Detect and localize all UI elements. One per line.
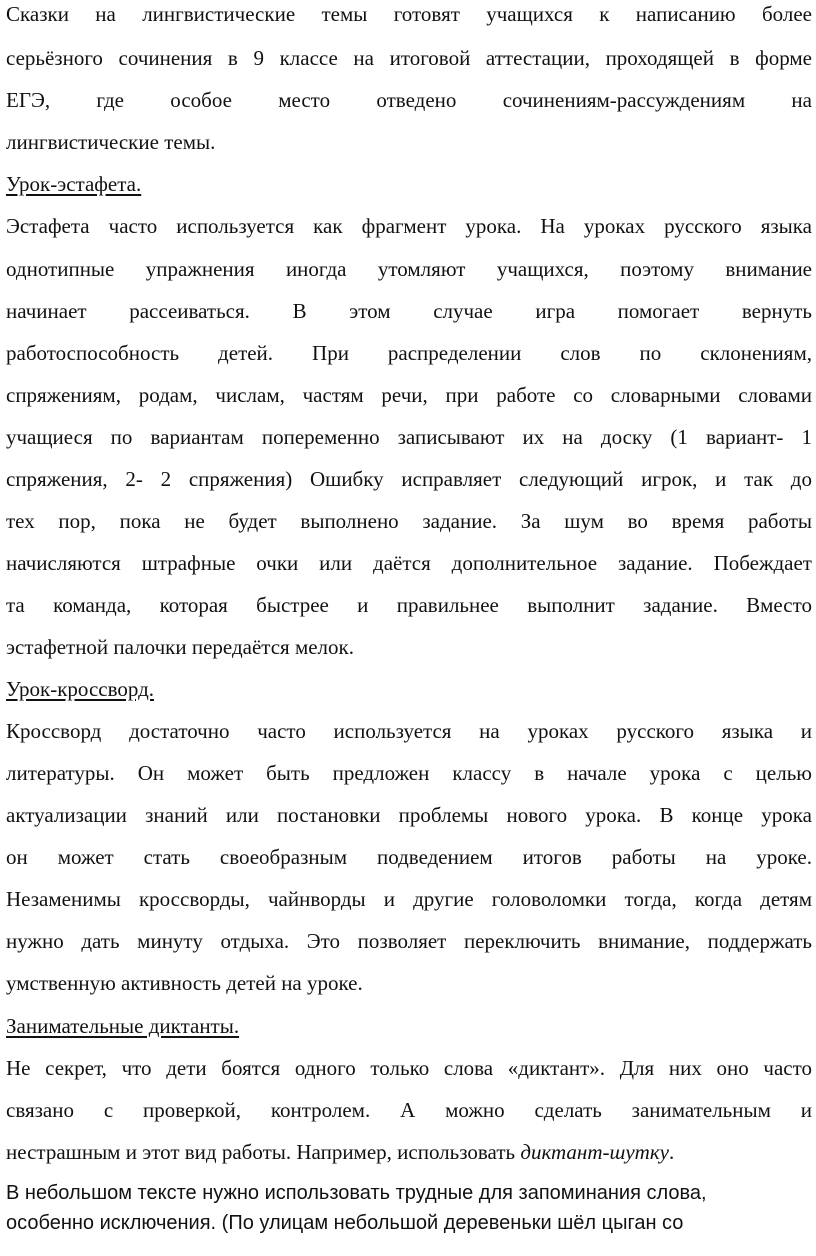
dictation-line-1: Не секрет, что дети боятся одного только слова «диктант». Для них оно часто [6,1056,812,1080]
dictation-line-3 [6,1138,812,1166]
relay-line-1: Эстафета часто используется как фрагмент урока. На уроках русского языка [6,214,812,238]
intro-line-2: серьёзного сочинения в 9 классе на итоговой аттестации, проходящей в форме [6,46,812,70]
relay-line-4: работоспособность детей. При распределении слов по склонениям, [6,341,812,365]
crossword-line-6: нужно дать минуту отдыха. Это позволяет переключить внимание, поддержать [6,929,812,953]
relay-line-9: начисляются штрафные очки или даётся дополнительное задание. Побеждает [6,551,812,575]
intro-line-3: ЕГЭ, где особое место отведено сочинениям-рассуждениям на [6,88,812,112]
dictation-line-3-text: нестрашным и этот вид работы. Например, использовать [6,1140,521,1164]
crossword-heading [6,675,812,703]
dictation-heading-text: Занимательные диктанты. [6,1014,240,1038]
dictation-heading [6,1012,812,1040]
crossword-line-1: Кроссворд достаточно часто используется на уроках русского языка и [6,719,812,743]
relay-line-8: тех пор, пока не будет выполнено задание. За шум во время работы [6,509,812,533]
relay-line-11: эстафетной палочки передаётся мелок. [6,635,354,659]
crossword-line-2: литературы. Он может быть предложен классу в начале урока с целью [6,761,812,785]
relay-line-5: спряжениям, родам, числам, частям речи, при работе со словарными словами [6,383,812,407]
dictation-italic-term: диктант-шутку [520,1140,669,1164]
dictation-line-3-end: . [669,1140,675,1164]
relay-line-7: спряжения, 2- 2 спряжения) Ошибку исправляет следующий игрок, и так до [6,467,812,491]
relay-line-3: начинает рассеиваться. В этом случае игра помогает вернуть [6,299,812,323]
crossword-line-7: умственную активность детей на уроке. [6,971,363,995]
crossword-line-4: он может стать своеобразным подведением итогов работы на уроке. [6,845,812,869]
example-line-1: В небольшом тексте нужно использовать трудные для запоминания слова, [6,1182,707,1204]
crossword-line-3: актуализации знаний или постановки проблемы нового урока. В конце урока [6,803,812,827]
intro-line-4: лингвистические темы. [6,130,216,154]
relay-line-10: та команда, которая быстрее и правильнее выполнит задание. Вместо [6,593,812,617]
crossword-line-5: Незаменимы кроссворды, чайнворды и другие головоломки тогда, когда детям [6,887,812,911]
relay-heading [6,170,812,198]
crossword-heading-text: Урок-кроссворд. [6,677,155,701]
relay-line-6: учащиеся по вариантам попеременно записывают их на доску (1 вариант- 1 [6,425,812,449]
dictation-line-2: связано с проверкой, контролем. А можно сделать занимательным и [6,1098,812,1122]
example-line-2: особенно исключения. (По улицам небольшой деревеньки шёл цыган со [6,1212,684,1234]
intro-line-1: Сказки на лингвистические темы готовят учащихся к написанию более [6,2,812,26]
relay-line-2: однотипные упражнения иногда утомляют учащихся, поэтому внимание [6,257,812,281]
relay-heading-text: Урок-эстафета. [6,172,142,196]
